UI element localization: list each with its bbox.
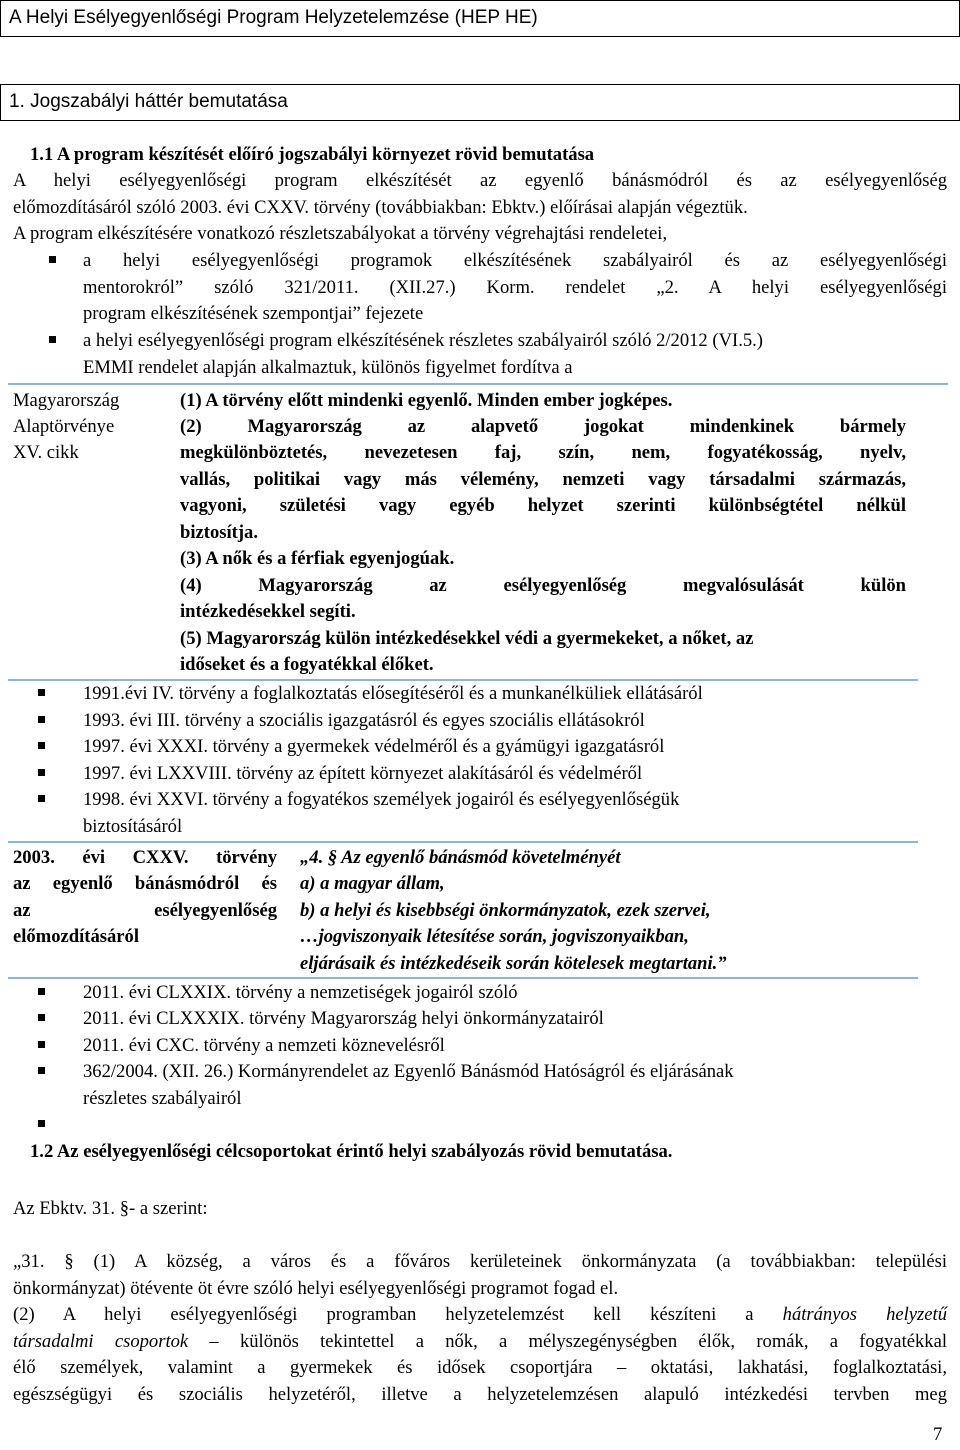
paragraph-line: A helyi esélyegyenlőségi program elkészítését az egyenlő bánásmódról és az esélyegyenlőség [13, 170, 947, 191]
quote-line [13, 1302, 947, 1328]
law-list-item: 362/2004. (XII. 26.) Kormányrendelet az Egyenlő Bánásmód Hatóságról és eljárásának [83, 1061, 734, 1082]
law-list-item: 1998. évi XXVI. törvény a fogyatékos személyek jogairól és esélyegyenlőségük [83, 789, 680, 810]
table-left-cell-line: az esélyegyenlőség [13, 900, 277, 921]
table-border [8, 383, 948, 385]
bullet-line: a helyi esélyegyenlőségi programok elkészítésének szabályairól és az esélyegyenlőségi [83, 250, 947, 271]
law-list-item: 1991.évi IV. törvény a foglalkoztatás elősegítéséről és a munkanélküliek ellátásáról [83, 683, 703, 704]
article-paragraph: biztosítja. [180, 522, 258, 543]
square-bullet-icon [38, 742, 45, 749]
law-list-item: biztosításáról [83, 816, 183, 837]
quote-text: – különös tekintettel a nők, a mélyszegénységben élők, romák, a fogyatékkal [188, 1331, 947, 1352]
article-paragraph: vallás, politikai vagy más vélemény, nemzeti vagy társadalmi származás, [180, 469, 906, 490]
paragraph-line: előmozdításáról szóló 2003. évi CXXV. törvény (továbbiakban: Ebktv.) előírásai alapján végeztük. [13, 197, 748, 218]
law-list-item: 2011. évi CLXXIX. törvény a nemzetiségek jogairól szóló [83, 982, 518, 1003]
law-list-item: 1993. évi III. törvény a szociális igazgatásról és egyes szociális ellátásokról [83, 710, 645, 731]
quote-text: (2) A helyi esélyegyenlőségi programban helyzetelemzést kell készíteni a [13, 1304, 754, 1325]
section-1-1-heading: 1.1 A program készítését előíró jogszabályi környezet rövid bemutatása [30, 144, 595, 165]
quote-line: önkormányzat) ötévente öt évre szóló helyi esélyegyenlőségi programot fogad el. [13, 1278, 619, 1299]
table-left-cell-line: Alaptörvénye [13, 416, 115, 437]
table-left-cell-line: előmozdításáról [13, 926, 139, 947]
quote-line: élő személyek, valamint a gyermekek és idősek csoportjára – oktatási, lakhatási, foglalkoztatási, [13, 1357, 947, 1378]
law-list-item: 1997. évi LXXVIII. törvény az épített környezet alakításáról és védelméről [83, 763, 643, 784]
law-list-item: 2011. évi CLXXXIX. törvény Magyarország helyi önkormányzatairól [83, 1008, 604, 1029]
page-number: 7 [933, 1424, 943, 1445]
article-paragraph: időseket és a fogyatékkal élőket. [180, 654, 434, 675]
table-left-cell-line: az egyenlő bánásmódról és [13, 873, 277, 894]
quote-italic-text: hátrányos helyzetű [782, 1304, 948, 1325]
table-border [8, 841, 918, 843]
table-left-cell-line: XV. cikk [13, 442, 79, 463]
article-paragraph: vagyoni, születési vagy egyéb helyzet szerinti különbségtétel nélkül [180, 495, 906, 516]
law-list-item: 2011. évi CXC. törvény a nemzeti köznevelésről [83, 1035, 445, 1056]
article-paragraph: (1) A törvény előtt mindenki egyenlő. Minden ember jogképes. [180, 390, 673, 411]
square-bullet-icon [38, 1014, 45, 1021]
law-list-item: 1997. évi XXXI. törvény a gyermekek védelméről és a gyámügyi igazgatásról [83, 736, 665, 757]
article-paragraph: (2) Magyarország az alapvető jogokat mindenkinek bármely [180, 416, 906, 437]
quoted-law-text: „4. § Az egyenlő bánásmód követelményét [300, 847, 621, 868]
quoted-law-text: a) a magyar állam, [300, 873, 445, 894]
square-bullet-icon [38, 1041, 45, 1048]
square-bullet-icon [38, 716, 45, 723]
bullet-line: mentorokról” szóló 321/2011. (XII.27.) Korm. rendelet „2. A helyi esélyegyenlőségi [83, 277, 947, 298]
square-bullet-icon [49, 336, 56, 343]
article-paragraph: (4) Magyarország az esélyegyenlőség megvalósulását külön [180, 575, 906, 596]
square-bullet-icon [38, 769, 45, 776]
article-paragraph: megkülönböztetés, nevezetesen faj, szín, nem, fogyatékosság, nyelv, [180, 442, 906, 463]
quote-line: „31. § (1) A község, a város és a főváros kerületeinek önkormányzata (a továbbiakban: települési [13, 1251, 947, 1272]
square-bullet-icon [38, 1067, 45, 1074]
document-title: A Helyi Esélyegyenlőségi Program Helyzetelemzése (HEP HE) [9, 7, 538, 28]
article-paragraph: (3) A nők és a férfiak egyenjogúak. [180, 548, 455, 569]
square-bullet-icon [38, 689, 45, 696]
law-list-item: részletes szabályairól [83, 1088, 242, 1109]
article-paragraph: (5) Magyarország külön intézkedésekkel védi a gyermekeket, a nőket, az [180, 628, 754, 649]
document-title-box [0, 0, 960, 37]
paragraph-line: A program elkészítésére vonatkozó részletszabályokat a törvény végrehajtási rendeletei, [13, 223, 668, 244]
table-border [8, 977, 918, 979]
square-bullet-icon [38, 1120, 45, 1127]
bullet-line: EMMI rendelet alapján alkalmaztuk, különös figyelmet fordítva a [83, 357, 573, 378]
quoted-law-text: …jogviszonyaik létesítése során, jogviszonyaikban, [300, 926, 689, 947]
bullet-line: program elkészítésének szempontjai” fejezete [83, 303, 424, 324]
section-1-heading-box [0, 84, 960, 121]
section-1-2-heading: 1.2 Az esélyegyenlőségi célcsoportokat érintő helyi szabályozás rövid bemutatása. [30, 1141, 673, 1162]
square-bullet-icon [38, 988, 45, 995]
quote-line: egészségügyi és szociális helyzetéről, illetve a helyzetelemzésen alapuló intézkedési tervben meg [13, 1384, 947, 1405]
quote-italic-text: társadalmi csoportok [13, 1331, 189, 1352]
square-bullet-icon [49, 256, 56, 263]
table-left-cell-line: 2003. évi CXXV. törvény [13, 847, 277, 868]
bullet-line: a helyi esélyegyenlőségi program elkészítésének részletes szabályairól szóló 2/2012 (VI.5.) [83, 330, 763, 351]
quoted-law-text: eljárásaik és intézkedéseik során kötelesek megtartani.” [300, 953, 727, 974]
section-1-heading: 1. Jogszabályi háttér bemutatása [9, 91, 288, 112]
quote-line [13, 1329, 947, 1355]
quoted-law-text: b) a helyi és kisebbségi önkormányzatok, ezek szervei, [300, 900, 711, 921]
square-bullet-icon [38, 795, 45, 802]
article-paragraph: intézkedésekkel segíti. [180, 601, 356, 622]
paragraph-line: Az Ebktv. 31. §- a szerint: [13, 1198, 208, 1219]
table-left-cell-line: Magyarország [13, 390, 120, 411]
